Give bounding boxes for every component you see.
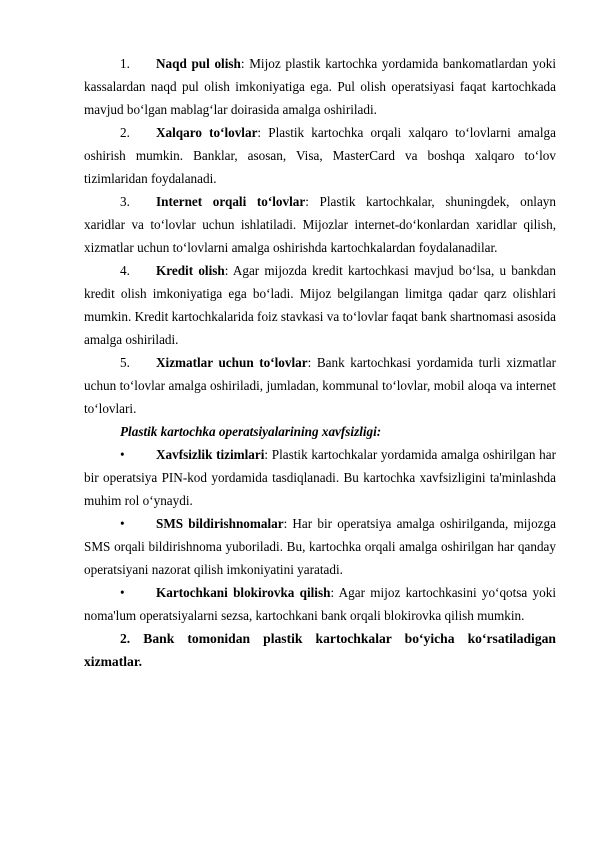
bullet-item-text: : Har bir operatsiya amalga oshirilganda, mijozga SMS orqali bildirishnoma yuboriladi. Bu, kartochka orqali amalga oshirilgan har qanday operatsiyani nazorat qilish imkoniyatini yaratadi. <box>84 516 556 577</box>
security-heading: Plastik kartochka operatsiyalarining xavfsizligi: <box>120 424 382 439</box>
list-item-text: : Bank kartochkasi yordamida turli xizmatlar uchun to‘lovlar amalga oshiriladi, jumladan, kommunal to‘lovlar, mobil aloqa va internet to‘lovlari. <box>84 355 556 416</box>
bullet-icon: • <box>120 447 125 462</box>
document-page <box>84 52 556 673</box>
section-heading: 2. Bank tomonidan plastik kartochkalar bo‘yicha ko‘rsatiladigan xizmatlar. <box>84 631 556 669</box>
bullet-item-sms-notifications <box>84 512 556 581</box>
list-item-number: 5. <box>120 355 130 370</box>
list-item-international-payments <box>84 121 556 190</box>
list-item-service-payments <box>84 351 556 420</box>
list-item-cash-withdrawal <box>84 52 556 121</box>
bullet-icon: • <box>120 516 125 531</box>
list-item-lead: Xizmatlar uchun to‘lovlar <box>156 355 308 370</box>
bullet-item-lead: Kartochkani blokirovka qilish <box>156 585 331 600</box>
bullet-item-lead: Xavfsizlik tizimlari <box>156 447 265 462</box>
bullet-item-card-blocking <box>84 581 556 627</box>
list-item-number: 4. <box>120 263 130 278</box>
list-item-lead: Internet orqali to‘lovlar <box>156 194 306 209</box>
list-item-number: 3. <box>120 194 130 209</box>
bullet-item-text: : Plastik kartochkalar yordamida amalga oshirilgan har bir operatsiya PIN-kod yordamida tasdiqlanadi. Bu kartochka xavfsizligini ta'minlashda muhim rol o‘ynaydi. <box>84 447 556 508</box>
list-item-text: : Plastik kartochka orqali xalqaro to‘lovlarni amalga oshirish mumkin. Banklar, asosan, Visa, MasterCard va boshqa xalqaro to‘lov tizimlaridan foydalanadi. <box>84 125 556 186</box>
bullet-item-text: : Agar mijoz kartochkasini yo‘qotsa yoki noma'lum operatsiyalarni sezsa, kartochkani bank orqali blokirovka qilish mumkin. <box>84 585 556 623</box>
list-item-internet-payments <box>84 190 556 259</box>
list-item-number: 1. <box>120 56 130 71</box>
list-item-text: : Mijoz plastik kartochka yordamida bankomatlardan yoki kassalardan naqd pul olish imkoniyatiga ega. Pul olish operatsiyasi faqat kartochkada mavjud bo‘lgan mablag‘lar doirasida amalga oshiriladi. <box>84 56 556 117</box>
list-item-lead: Kredit olish <box>156 263 225 278</box>
list-item-lead: Naqd pul olish <box>156 56 241 71</box>
list-item-text: : Plastik kartochkalar, shuningdek, onlayn xaridlar va to‘lovlar uchun ishlatiladi. Mijozlar internet-do‘konlardan xaridlar qilish, xizmatlar uchun to‘lovlarni amalga oshirishda kartochkalardan foydalanadilar. <box>84 194 556 255</box>
bullet-item-lead: SMS bildirishnomalar <box>156 516 284 531</box>
list-item-text: : Agar mijozda kredit kartochkasi mavjud bo‘lsa, u bankdan kredit olish imkoniyatiga ega bo‘ladi. Mijoz belgilangan limitga qadar qarz olishlari mumkin. Kredit kartochkalarida foiz stavkasi va to‘lovlar faqat bank shartnomasi asosida amalga oshiriladi. <box>84 263 556 347</box>
list-item-lead: Xalqaro to‘lovlar <box>156 125 258 140</box>
list-item-credit <box>84 259 556 351</box>
list-item-number: 2. <box>120 125 130 140</box>
bullet-item-security-systems <box>84 443 556 512</box>
bullet-icon: • <box>120 585 125 600</box>
